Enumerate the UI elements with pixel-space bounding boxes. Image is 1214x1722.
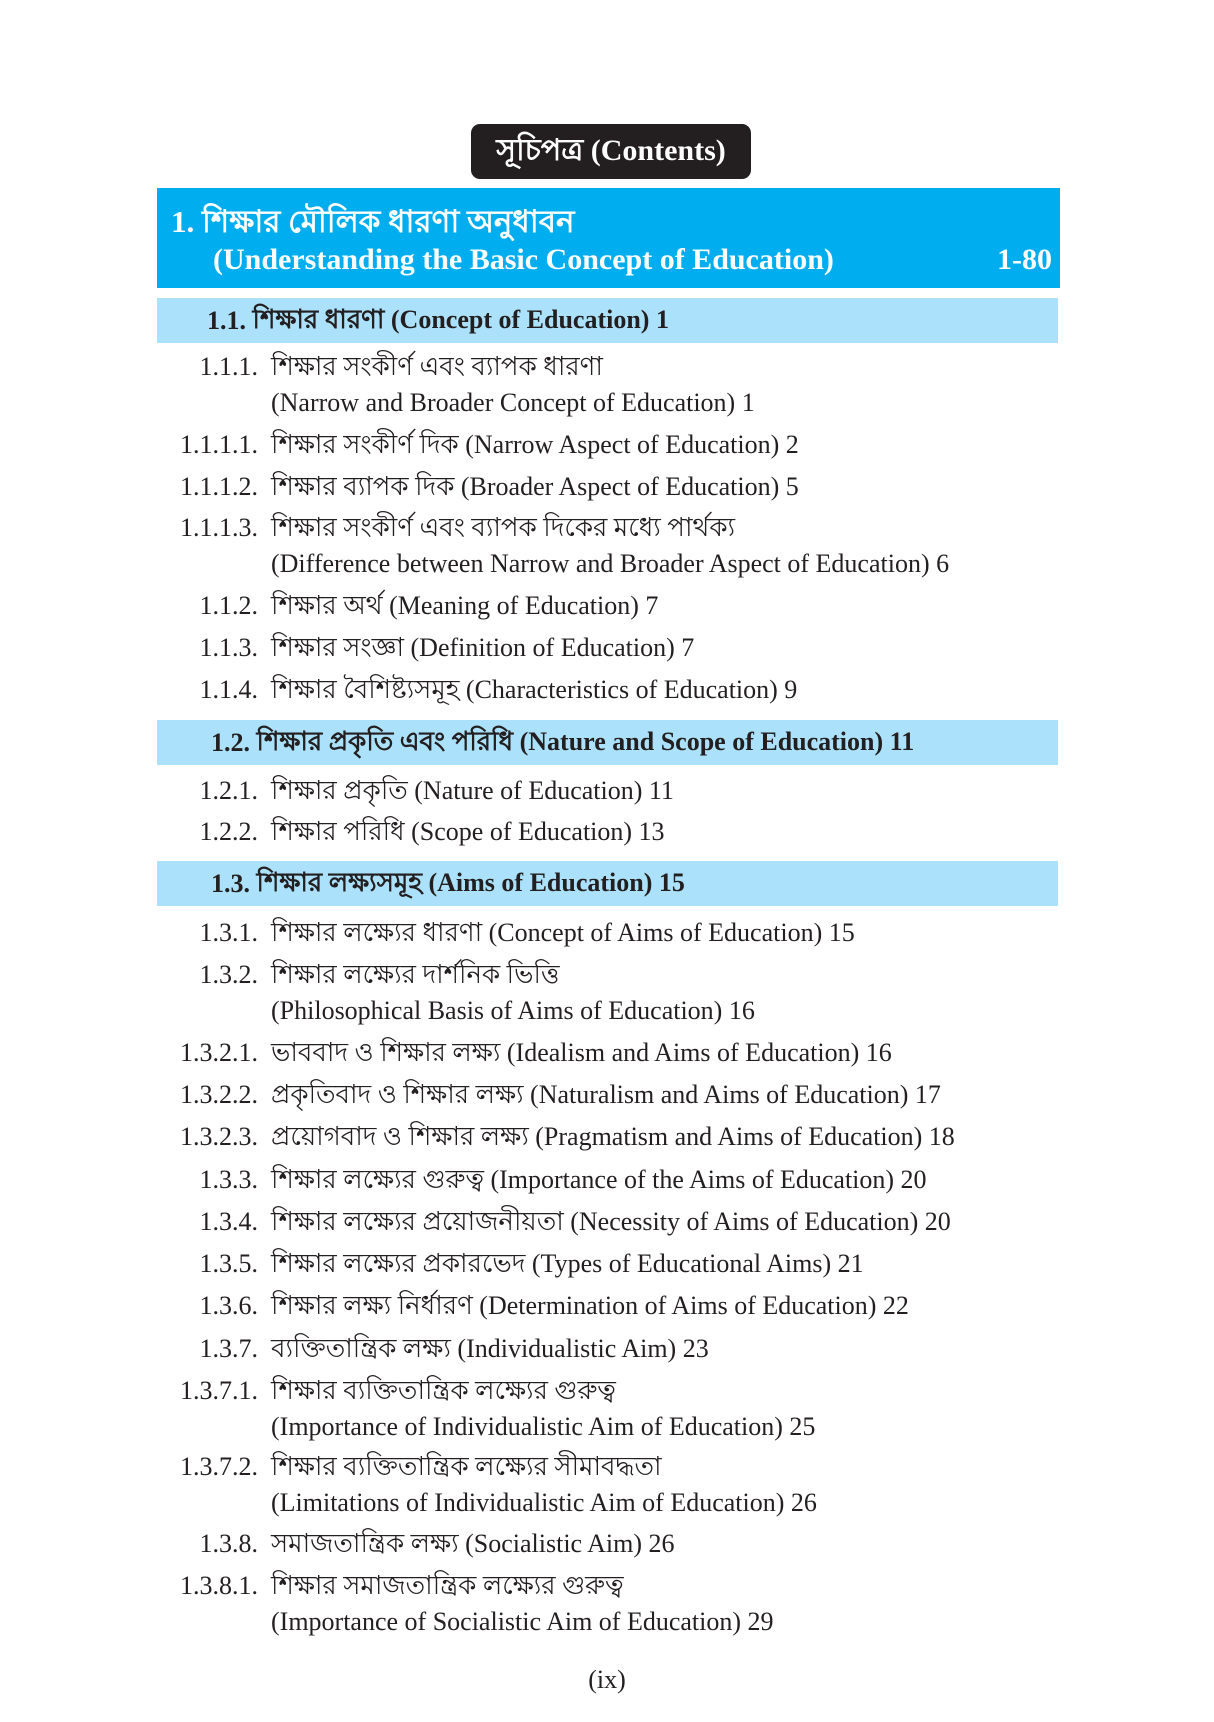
entry-label: শিক্ষার লক্ষ্য নির্ধারণ (Determination of Aims of Education) 22	[271, 1291, 909, 1320]
entry-label: শিক্ষার ব্যাপক দিক (Broader Aspect of Education) 5	[271, 472, 799, 501]
entry-number: 1.3.1.	[199, 918, 258, 947]
entry-label: শিক্ষার লক্ষ্যের ধারণা (Concept of Aims of Education) 15	[271, 918, 855, 947]
entry-number: 1.1.2.	[199, 591, 258, 620]
entry-number: 1.2.1.	[199, 776, 258, 805]
entry-number: 1.3.7.2.	[180, 1452, 258, 1481]
entry-label: শিক্ষার সমাজতান্ত্রিক লক্ষ্যের গুরুত্ব	[271, 1571, 624, 1600]
entry-number: 1.1.1.	[199, 352, 258, 381]
entry-number: 1.1.3.	[199, 633, 258, 662]
entry-label: শিক্ষার ব্যক্তিতান্ত্রিক লক্ষ্যের সীমাবদ্ধতা	[271, 1452, 662, 1481]
entry-label: ব্যক্তিতান্ত্রিক লক্ষ্য (Individualistic Aim) 23	[271, 1334, 709, 1363]
page-number: (ix)	[588, 1665, 626, 1694]
entry-number: 1.1.4.	[199, 675, 258, 704]
entry-label: ভাববাদ ও শিক্ষার লক্ষ্য (Idealism and Aims of Education) 16	[271, 1038, 892, 1067]
chapter-page-range: 1-80	[997, 243, 1052, 276]
entry-number: 1.3.7.	[199, 1334, 258, 1363]
entry-number: 1.3.2.1.	[180, 1038, 258, 1067]
section-number: 1.1.	[207, 305, 246, 335]
entry-label: শিক্ষার পরিধি (Scope of Education) 13	[271, 817, 665, 846]
entry-label: শিক্ষার বৈশিষ্ট্যসমূহ (Characteristics of Education) 9	[271, 675, 798, 704]
chapter-title-bn: 1. শিক্ষার মৌলিক ধারণা অনুধাবন	[171, 204, 575, 239]
entry-label: সমাজতান্ত্রিক লক্ষ্য (Socialistic Aim) 26	[271, 1529, 675, 1558]
entry-label-en: (Difference between Narrow and Broader Aspect of Education) 6	[271, 549, 950, 578]
section-heading-1-2[interactable]	[157, 720, 1058, 765]
entry-number: 1.1.1.2.	[180, 472, 258, 501]
entry-label: শিক্ষার সংজ্ঞা (Definition of Education) 7	[271, 633, 695, 662]
entry-label: শিক্ষার ব্যক্তিতান্ত্রিক লক্ষ্যের গুরুত্ব	[271, 1376, 616, 1405]
entry-number: 1.3.8.	[199, 1529, 258, 1558]
entry-number: 1.3.7.1.	[180, 1376, 258, 1405]
entry-number: 1.3.6.	[199, 1291, 258, 1320]
chapter-title-en: (Understanding the Basic Concept of Education)	[213, 243, 834, 276]
entry-label: শিক্ষার সংকীর্ণ দিক (Narrow Aspect of Education) 2	[271, 430, 799, 459]
entry-number: 1.2.2.	[199, 817, 258, 846]
section-label: শিক্ষার প্রকৃতি এবং পরিধি (Nature and Scope of Education) 11	[256, 726, 915, 756]
entry-number: 1.3.2.2.	[180, 1080, 258, 1109]
entry-label-en: (Narrow and Broader Concept of Education) 1	[271, 388, 755, 417]
chapter-banner	[157, 188, 1060, 288]
section-heading-1-1[interactable]	[157, 298, 1058, 343]
entry-label-en: (Importance of Socialistic Aim of Education) 29	[271, 1607, 774, 1636]
entry-label: শিক্ষার সংকীর্ণ এবং ব্যাপক দিকের মধ্যে পার্থক্য	[271, 513, 736, 542]
entry-number: 1.3.3.	[199, 1165, 258, 1194]
entry-label: শিক্ষার লক্ষ্যের গুরুত্ব (Importance of the Aims of Education) 20	[271, 1165, 927, 1194]
entry-number: 1.3.8.1.	[180, 1571, 258, 1600]
section-heading-1-3[interactable]	[157, 861, 1058, 906]
entry-number: 1.3.4.	[199, 1207, 258, 1236]
section-label: শিক্ষার লক্ষ্যসমূহ (Aims of Education) 15	[256, 867, 685, 897]
entry-number: 1.1.1.1.	[180, 430, 258, 459]
entry-number: 1.3.5.	[199, 1249, 258, 1278]
entry-label-en: (Philosophical Basis of Aims of Education) 16	[271, 996, 755, 1025]
entry-number: 1.3.2.3.	[180, 1122, 258, 1151]
entry-label: শিক্ষার লক্ষ্যের প্রকারভেদ (Types of Educational Aims) 21	[271, 1249, 864, 1278]
entry-label: শিক্ষার লক্ষ্যের দার্শনিক ভিত্তি	[271, 960, 560, 989]
entry-number: 1.3.2.	[199, 960, 258, 989]
entry-label: শিক্ষার প্রকৃতি (Nature of Education) 11	[271, 776, 674, 805]
section-number: 1.2.	[211, 727, 250, 757]
entry-label: শিক্ষার অর্থ (Meaning of Education) 7	[271, 591, 659, 620]
entry-label: শিক্ষার লক্ষ্যের প্রয়োজনীয়তা (Necessity of Aims of Education) 20	[271, 1207, 951, 1236]
entry-label-en: (Importance of Individualistic Aim of Education) 25	[271, 1412, 816, 1441]
entry-label-en: (Limitations of Individualistic Aim of Education) 26	[271, 1488, 817, 1517]
contents-title: সূচিপত্র (Contents)	[471, 124, 751, 179]
entry-number: 1.1.1.3.	[180, 513, 258, 542]
entry-label: প্রকৃতিবাদ ও শিক্ষার লক্ষ্য (Naturalism and Aims of Education) 17	[271, 1080, 941, 1109]
section-label: শিক্ষার ধারণা (Concept of Education) 1	[252, 304, 669, 334]
section-number: 1.3.	[211, 868, 250, 898]
entry-label: শিক্ষার সংকীর্ণ এবং ব্যাপক ধারণা	[271, 352, 603, 381]
entry-label: প্রয়োগবাদ ও শিক্ষার লক্ষ্য (Pragmatism and Aims of Education) 18	[271, 1122, 955, 1151]
